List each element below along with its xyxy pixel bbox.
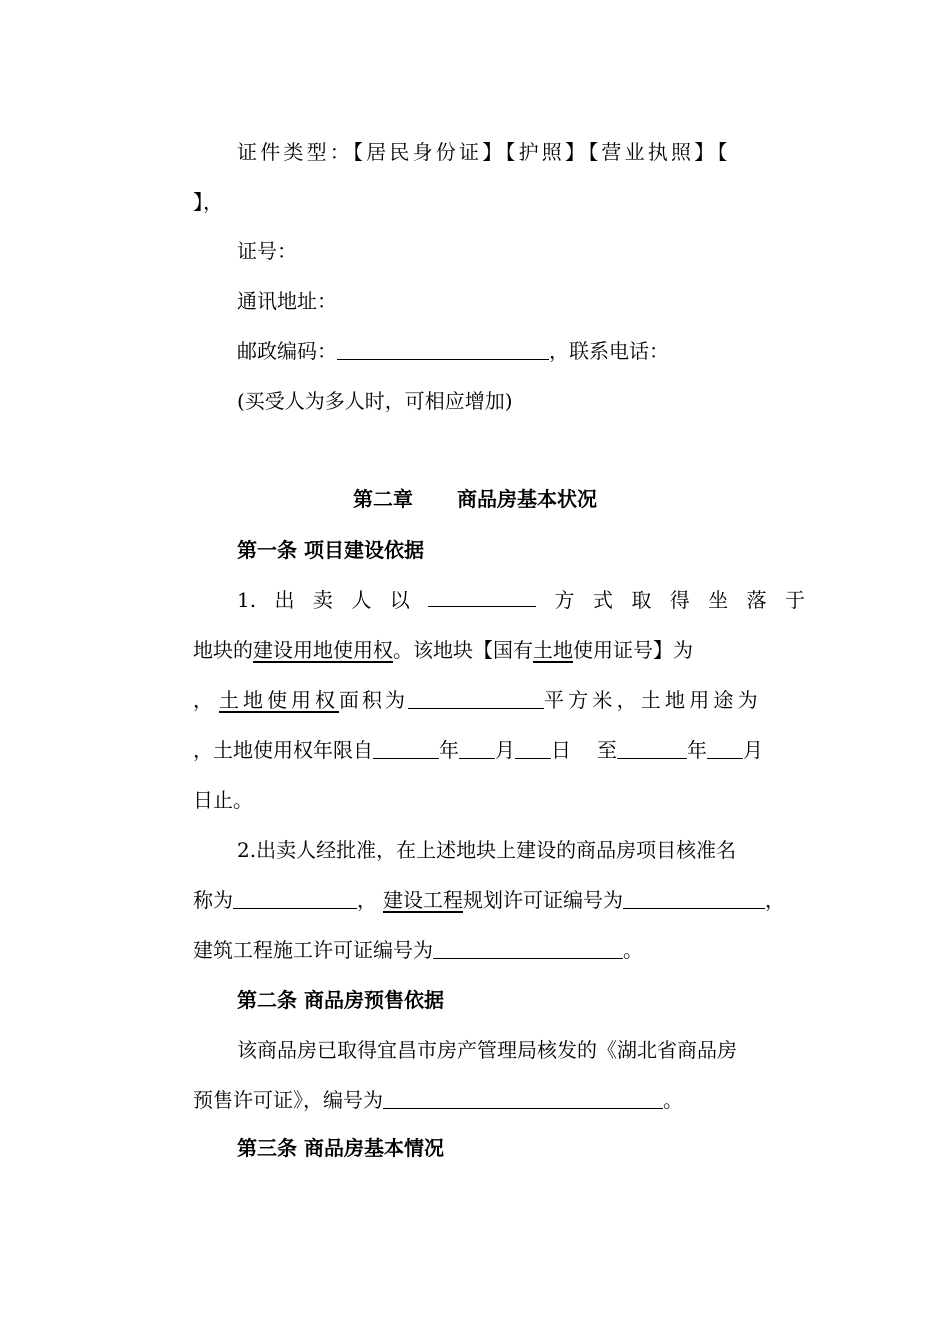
article-1-heading: 第一条 项目建设依据 <box>237 538 424 562</box>
text-fragment: 平方米，土地用途为 <box>544 688 762 712</box>
text-fragment: 日 <box>551 738 571 762</box>
end-year-blank <box>617 738 687 759</box>
text-fragment: 规划许可证编号为 <box>463 888 623 912</box>
chapter-name: 商品房基本状况 <box>457 487 597 511</box>
text-fragment: 月 <box>495 738 515 762</box>
article-2-line-1 <box>237 1035 805 1065</box>
text-fragment: ， <box>765 888 785 912</box>
underlined-term: 土地使用权 <box>219 688 339 712</box>
text-fragment: 以 <box>389 588 410 612</box>
text-fragment: 地块的 <box>193 638 253 662</box>
text-fragment: 该商品房已取得宜昌市房产管理局核发的《湖北省商品房 <box>237 1038 737 1062</box>
article-3-heading: 第三条 商品房基本情况 <box>237 1136 444 1160</box>
text-fragment: 取 <box>631 588 652 612</box>
id-type-line <box>237 137 805 167</box>
text-fragment: 称为 <box>193 888 233 912</box>
text-fragment: 至 <box>597 738 617 762</box>
start-month-blank <box>459 738 495 759</box>
postal-blank <box>337 339 549 360</box>
article-2-heading: 第二条 商品房预售依据 <box>237 988 444 1012</box>
postal-phone-line <box>237 336 805 366</box>
id-type-line-end: 】， <box>193 190 223 214</box>
construction-permit-blank <box>433 938 623 959</box>
article-1-para-1-line-5: 日止。 <box>193 788 253 812</box>
chapter-number: 第二章 <box>353 487 413 511</box>
text-fragment: 得 <box>669 588 690 612</box>
text-fragment: 1. <box>237 588 257 612</box>
text-fragment: 预售许可证》，编号为 <box>193 1088 383 1112</box>
underlined-term: 建设工程 <box>383 888 463 912</box>
id-number-label: 证号： <box>237 239 297 263</box>
text-fragment: 2.出卖人经批准，在上述地块上建设的商品房项目核准名 <box>237 838 737 862</box>
article-1-para-2-line-3 <box>193 935 805 965</box>
presale-permit-blank <box>383 1088 663 1109</box>
phone-label: ，联系电话： <box>549 339 669 363</box>
text-fragment: ， <box>193 688 213 712</box>
article-2-line-2 <box>193 1085 805 1115</box>
text-fragment: 。 <box>663 1088 683 1112</box>
article-1-para-2-line-2 <box>193 885 805 915</box>
text-fragment: 使用证号】为 <box>573 638 693 662</box>
text-fragment: 人 <box>351 588 372 612</box>
start-day-blank <box>515 738 551 759</box>
multi-buyer-note: (买受人为多人时，可相应增加) <box>237 389 513 413</box>
planning-permit-blank <box>623 888 765 909</box>
text-fragment: 月 <box>743 738 763 762</box>
text-fragment: 卖 <box>312 588 333 612</box>
text-fragment: 坐 <box>708 588 729 612</box>
text-fragment: 年 <box>687 738 707 762</box>
text-fragment: ，土地使用权年限自 <box>193 738 373 762</box>
id-type-text: 证件类型：【居民身份证】【护照】【营业执照】【 <box>237 140 731 164</box>
area-blank <box>408 688 544 709</box>
start-year-blank <box>373 738 439 759</box>
text-fragment: 落 <box>746 588 767 612</box>
acquisition-method-blank <box>428 586 536 607</box>
text-fragment: 方 <box>554 588 575 612</box>
chapter-title <box>0 484 950 514</box>
text-fragment: 面积为 <box>339 688 408 712</box>
text-fragment: ， <box>357 888 377 912</box>
postal-label: 邮政编码： <box>237 339 337 363</box>
text-fragment: 。该地块【国有 <box>393 638 533 662</box>
text-fragment: 年 <box>439 738 459 762</box>
address-label: 通讯地址： <box>237 289 337 313</box>
article-1-para-1-line-1 <box>237 585 805 615</box>
project-name-blank <box>233 888 357 909</box>
text-fragment: 出 <box>274 588 295 612</box>
underlined-term: 建设用地使用权 <box>253 638 393 662</box>
article-1-para-2-line-1 <box>237 835 805 865</box>
text-fragment: 式 <box>592 588 613 612</box>
text-fragment: 。 <box>623 938 643 962</box>
article-1-para-1-line-2 <box>193 635 805 665</box>
article-1-para-1-line-4 <box>193 735 805 765</box>
text-fragment: 于 <box>784 588 805 612</box>
article-1-para-1-line-3 <box>193 685 805 715</box>
text-fragment: 建筑工程施工许可证编号为 <box>193 938 433 962</box>
underlined-term: 土地 <box>533 638 573 662</box>
end-month-blank <box>707 738 743 759</box>
